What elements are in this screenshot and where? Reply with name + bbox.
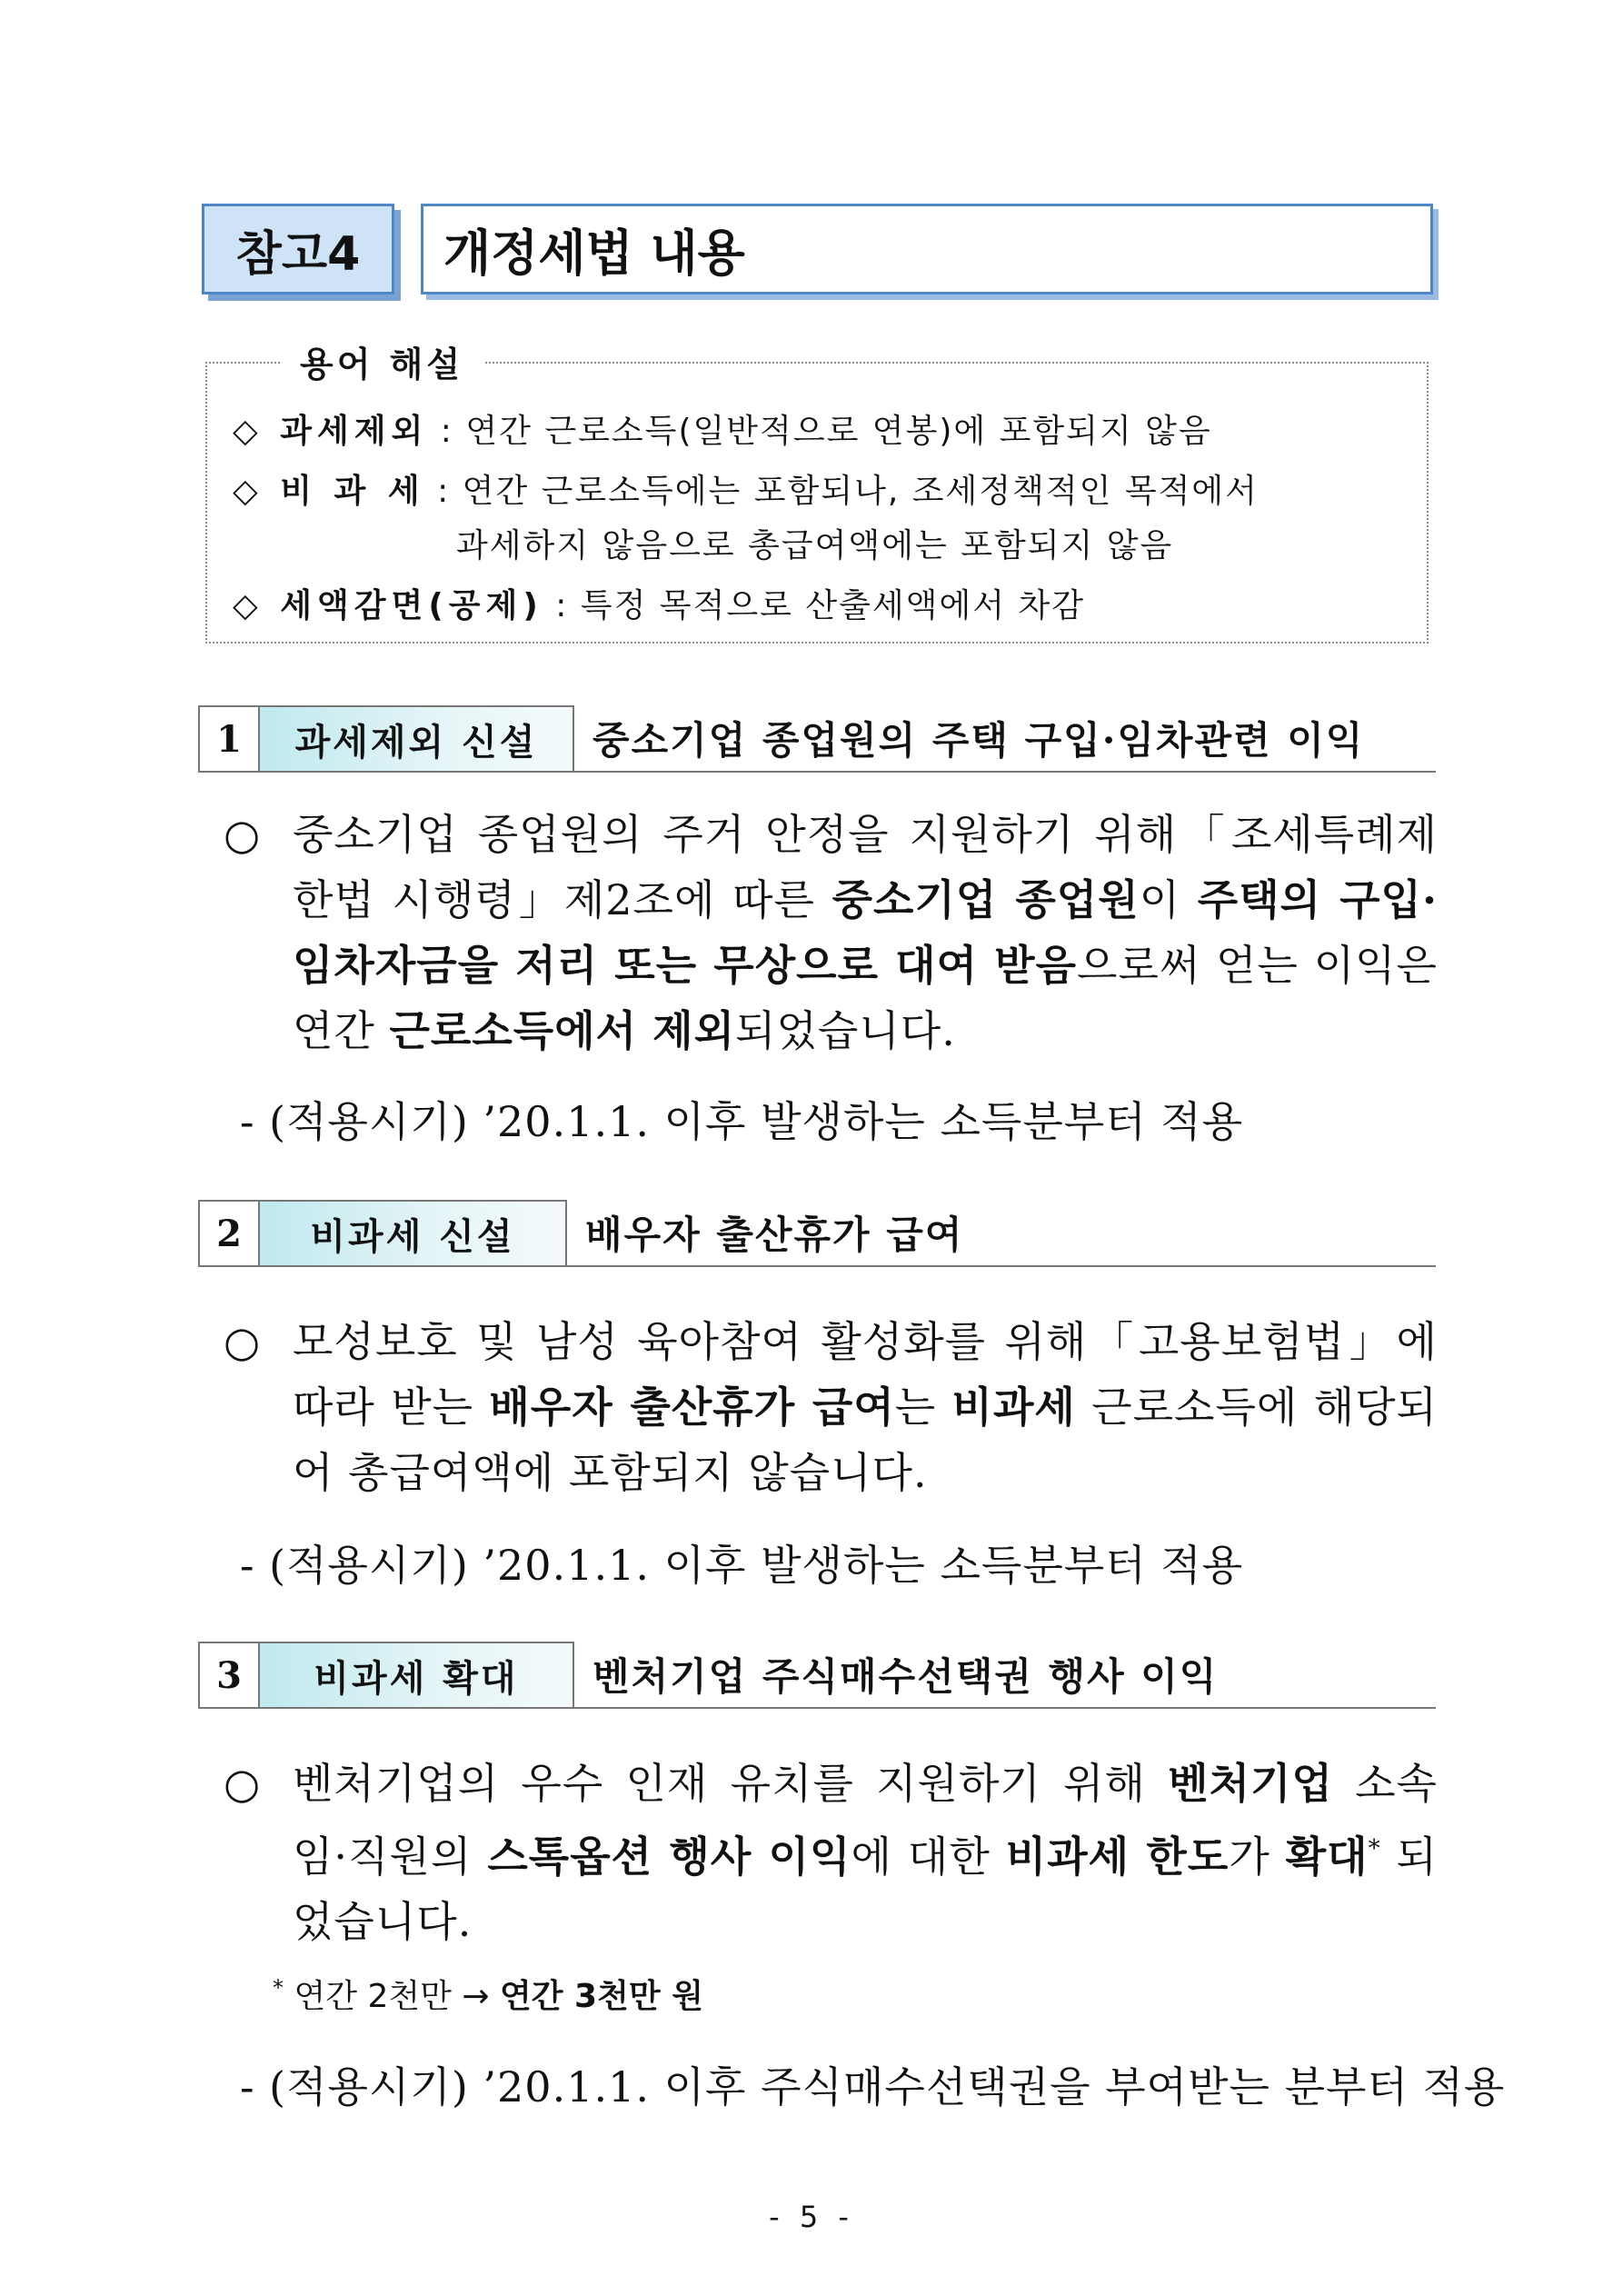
- text-run: 중소기업 종업원의 주거 안정을 지원하기 위해「조세특례제한법 시행령」제2조에 따른: [293, 810, 1438, 924]
- glossary-heading: 용어 해설: [280, 336, 483, 386]
- section-1-applies: - (적용시기) ’20.1.1. 이후 발생하는 소득분부터 적용: [240, 1097, 1244, 1146]
- section-tag: 과세제외 신설: [260, 705, 574, 771]
- section-title: 중소기업 종업원의 주택 구입·임차관련 이익: [592, 718, 1365, 763]
- emphasis-text: 비과세 한도: [1005, 1832, 1230, 1882]
- text-run: 근로소득에 해당되어 총급여액에 포함되지 않습니다.: [293, 1383, 1438, 1497]
- text-run: 벤처기업의 우수 인재 유치를 지원하기 위해: [293, 1759, 1169, 1808]
- section-header-1: [198, 705, 1436, 773]
- paragraph-text: [293, 1309, 1438, 1505]
- glossary-desc: 특정 목적으로 산출세액에서 차감: [580, 587, 1085, 624]
- glossary-desc: 연간 근로소득(일반적으로 연봉)에 포함되지 않음: [465, 413, 1212, 450]
- section-header-3: [198, 1642, 1436, 1709]
- note-plain: 연간 2천만 →: [294, 1978, 500, 2015]
- glossary-item-nontaxable: [233, 465, 1259, 512]
- glossary-term: ◇ 세액감면(공제): [233, 587, 543, 624]
- section-title: 배우자 출산휴가 급여: [585, 1213, 964, 1257]
- glossary-box: [205, 344, 1429, 644]
- glossary-sep: :: [543, 587, 581, 624]
- bullet-circle: ○: [224, 1317, 261, 1366]
- section-3-note: [273, 1971, 703, 2017]
- glossary-term: ◇ 비 과 세: [233, 473, 425, 510]
- emphasis-text: 배우자 출산휴가 급여: [489, 1383, 895, 1432]
- emphasis-text: 주택의 구입·임차자금을 저리 또는 무상으로 대여 받음: [293, 875, 1438, 990]
- glossary-item-nontaxable-cont: 과세하지 않음으로 총급여액에는 포함되지 않음: [456, 527, 1174, 564]
- emphasis-text: 근로소득에서 제외: [389, 1006, 736, 1055]
- text-run: 이: [1139, 875, 1198, 924]
- text-run: 모성보호 및 남성 육아참여 활성화를 위해「고용보험법」에 따라 받는: [293, 1317, 1438, 1432]
- section-number: 1: [198, 705, 260, 771]
- section-2-paragraph: [224, 1309, 1438, 1505]
- section-3-paragraph: [224, 1751, 1438, 1954]
- glossary-desc: 연간 근로소득에는 포함되나, 조세정책적인 목적에서: [462, 473, 1259, 510]
- section-header-2: [198, 1200, 1436, 1267]
- section-tag: 비과세 신설: [260, 1200, 567, 1265]
- glossary-item-exclusion: [233, 405, 1212, 452]
- glossary-term: ◇ 과세제외: [233, 413, 429, 450]
- section-2-applies: - (적용시기) ’20.1.1. 이후 발생하는 소득분부터 적용: [240, 1541, 1244, 1590]
- text-run: 소속 임·직원의: [293, 1759, 1438, 1882]
- paragraph-text: [293, 802, 1438, 1063]
- reference-badge: 참고4: [202, 204, 394, 294]
- text-run: 가: [1229, 1832, 1286, 1882]
- page-number: - 5 -: [769, 2200, 854, 2234]
- emphasis-text: 스톡옵션 행사 이익: [487, 1832, 851, 1882]
- bullet-circle: ○: [224, 810, 261, 859]
- glossary-item-reduction: [233, 580, 1085, 626]
- glossary-sep: :: [424, 473, 463, 510]
- footnote-ref: *: [1368, 1835, 1381, 1862]
- text-run: 되었습니다.: [735, 1006, 956, 1055]
- paragraph-text: [293, 1751, 1438, 1954]
- footnote-mark: *: [273, 1975, 284, 2001]
- bullet-circle: ○: [224, 1759, 261, 1808]
- text-run: 는: [894, 1383, 952, 1432]
- glossary-sep: :: [428, 413, 466, 450]
- section-1-paragraph: [224, 802, 1438, 1063]
- emphasis-text: 벤처기업: [1168, 1759, 1333, 1808]
- text-run: 되었습니다.: [293, 1832, 1438, 1947]
- section-title: 벤처기업 주식매수선택권 행사 이익: [592, 1654, 1219, 1699]
- section-3-applies: - (적용시기) ’20.1.1. 이후 주식매수선택권을 부여받는 분부터 적용: [240, 2062, 1506, 2111]
- emphasis-text: 비과세: [951, 1383, 1076, 1432]
- emphasis-text: 확대: [1285, 1832, 1369, 1882]
- section-number: 2: [198, 1200, 260, 1265]
- note-bold: 연간 3천만 원: [499, 1978, 703, 2015]
- emphasis-text: 중소기업 종업원: [831, 875, 1140, 924]
- section-tag: 비과세 확대: [260, 1642, 574, 1707]
- page-title: 개정세법 내용: [421, 204, 1433, 294]
- text-run: 에 대한: [851, 1832, 1006, 1882]
- section-number: 3: [198, 1642, 260, 1707]
- text-run: 으로써 얻는 이익은 연간: [293, 941, 1438, 1055]
